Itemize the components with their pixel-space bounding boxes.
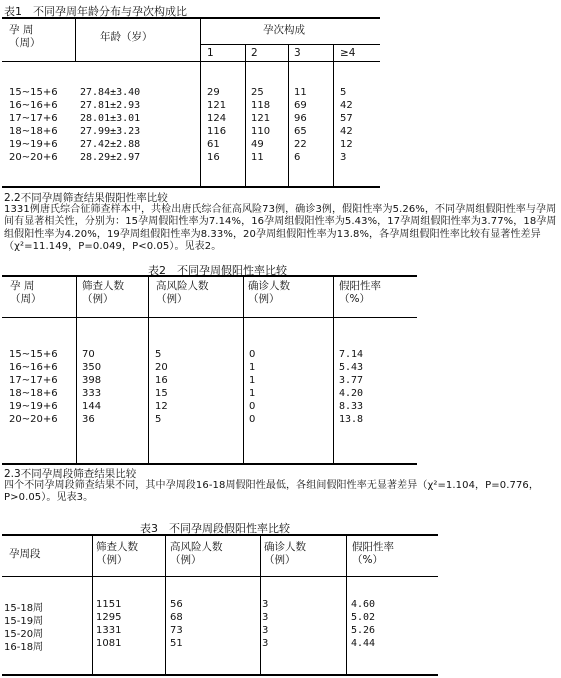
- table2-cell-week: 16~16+6: [9, 362, 58, 373]
- table1-cell-age: 27.84±3.40: [80, 87, 141, 98]
- table1-cell-p2: 110: [251, 126, 271, 137]
- table3-cell-period: 16-18周: [4, 642, 44, 653]
- table3-cell-period: 15-19周: [4, 616, 44, 627]
- section-2-2-heading: 2.2不同孕周筛查结果假阳性率比较: [4, 192, 168, 204]
- table2-cell-confirmed: 1: [249, 362, 256, 373]
- table1-parity-rule: [200, 44, 380, 45]
- table2-header-screened: 筛查人数 （例）: [82, 280, 124, 305]
- table3-cell-screened: 1081: [96, 638, 122, 649]
- table3-cell-confirmed: 3: [262, 625, 269, 636]
- section-2-3-paragraph: 四个不同孕周段筛查结果不同，其中孕周段16-18周假阳性最低，各组间假阳性率无显著差异（χ²=1.104，P=0.776，P>0.05）。见表3。: [4, 480, 539, 504]
- table1-cell-age: 28.29±2.97: [80, 152, 141, 163]
- table3-top-rule: [2, 534, 438, 536]
- section-2-2-paragraph: 1331例唐氏综合征筛查样本中，共检出唐氏综合征高风险73例，确诊3例，假阳性率为5.26%，不同孕周组假阳性率与孕周间有显著相关性，分别为：15孕周假阳性率为7.14%，16孕周组假阳性率为5.43%，17孕周组假阳性率为3.77%，18孕周组假阳性率为4.20%，19孕周组假阳性率为8.33%，20孕周组假阳性率为13.8%，各孕周组假阳性率比较有显著性差异（χ²=11.149，P=0.049，P<0.05）。见表2。: [4, 204, 557, 252]
- table1-cell-p1: 61: [207, 139, 220, 150]
- table1-cell-p2: 11: [251, 152, 264, 163]
- table2-cell-high-risk: 15: [155, 388, 168, 399]
- table1-cell-p2: 118: [251, 100, 271, 111]
- table1-cell-p3: 6: [294, 152, 301, 163]
- table3-header-confirmed: 确诊人数 （例）: [264, 541, 306, 566]
- table2-cell-confirmed: 1: [249, 388, 256, 399]
- section-2-3-heading: 2.3不同孕周段筛查结果比较: [4, 468, 137, 480]
- table2-cell-week: 19~19+6: [9, 401, 58, 412]
- table1-cell-week: 20~20+6: [9, 152, 58, 163]
- table2-col-divider: [333, 276, 334, 463]
- table1-header-age: 年龄（岁）: [100, 31, 153, 43]
- table3-caption: 表3 不同孕周段假阳性率比较: [140, 522, 290, 535]
- table2-cell-confirmed: 1: [249, 375, 256, 386]
- table1-cell-p4: 12: [340, 139, 353, 150]
- table2-bottom-rule: [2, 463, 417, 465]
- table3-cell-confirmed: 3: [262, 599, 269, 610]
- table2-col-divider: [76, 276, 77, 463]
- table3-cell-false-positive: 4.44: [351, 638, 376, 649]
- table1-col-divider: [200, 18, 201, 186]
- table1-col-divider: [245, 45, 246, 186]
- table1-col-divider: [75, 18, 76, 61]
- table2-header-rule: [2, 317, 417, 318]
- table2-header-false-positive: 假阳性率 （%）: [339, 280, 381, 305]
- table1-caption: 表1 不同孕周年龄分布与孕次构成比: [4, 5, 187, 18]
- table2-cell-high-risk: 20: [155, 362, 168, 373]
- table2-cell-week: 18~18+6: [9, 388, 58, 399]
- table1-cell-p4: 3: [340, 152, 347, 163]
- table1-cell-age: 27.81±2.93: [80, 100, 141, 111]
- table1-cell-week: 15~15+6: [9, 87, 58, 98]
- table1-cell-p1: 29: [207, 87, 220, 98]
- table2-cell-screened: 36: [82, 414, 95, 425]
- table1-header-parity-3: 3: [294, 47, 301, 59]
- table3-header-rule: [2, 576, 438, 577]
- table1-cell-p2: 49: [251, 139, 264, 150]
- table2-cell-confirmed: 0: [249, 349, 256, 360]
- table2-cell-false-positive: 7.14: [339, 349, 364, 360]
- table1-cell-age: 28.01±3.01: [80, 113, 141, 124]
- table3-cell-false-positive: 4.60: [351, 599, 376, 610]
- table2-cell-false-positive: 13.8: [339, 414, 364, 425]
- table1-cell-p3: 69: [294, 100, 307, 111]
- table3-cell-screened: 1295: [96, 612, 122, 623]
- table2-cell-false-positive: 4.20: [339, 388, 364, 399]
- table1-cell-p3: 22: [294, 139, 307, 150]
- table1-cell-p1: 116: [207, 126, 227, 137]
- table3-cell-high-risk: 73: [170, 625, 183, 636]
- table2-cell-false-positive: 3.77: [339, 375, 364, 386]
- table1-cell-age: 27.42±2.88: [80, 139, 141, 150]
- table2-cell-high-risk: 16: [155, 375, 168, 386]
- table1-cell-p4: 42: [340, 100, 353, 111]
- table3-cell-false-positive: 5.26: [351, 625, 376, 636]
- table2-cell-screened: 350: [82, 362, 102, 373]
- table3-cell-high-risk: 68: [170, 612, 183, 623]
- table2-cell-week: 20~20+6: [9, 414, 58, 425]
- table3-cell-confirmed: 3: [262, 638, 269, 649]
- table2-cell-screened: 144: [82, 401, 102, 412]
- table3-header-high-risk: 高风险人数 （例）: [170, 541, 223, 566]
- table1-cell-week: 16~16+6: [9, 100, 58, 111]
- table1-cell-p4: 42: [340, 126, 353, 137]
- table1-header-rule: [2, 61, 380, 62]
- table2-cell-confirmed: 0: [249, 401, 256, 412]
- table1-col-divider: [333, 45, 334, 186]
- table3-col-divider: [260, 535, 261, 674]
- table3-header-period: 孕周段: [9, 548, 41, 560]
- table2-cell-false-positive: 8.33: [339, 401, 364, 412]
- table1-cell-week: 19~19+6: [9, 139, 58, 150]
- table1-header-parity-4: ≥4: [340, 47, 356, 59]
- table3-header-screened: 筛查人数 （例）: [96, 541, 138, 566]
- table1-top-rule: [2, 17, 380, 19]
- table2-cell-confirmed: 0: [249, 414, 256, 425]
- table3-cell-screened: 1151: [96, 599, 122, 610]
- table1-cell-age: 27.99±3.23: [80, 126, 141, 137]
- table2-header-week: 孕 周 （周）: [10, 280, 42, 305]
- table2-top-rule: [2, 275, 417, 277]
- table2-header-high-risk: 高风险人数 （例）: [156, 280, 209, 305]
- table1-cell-week: 18~18+6: [9, 126, 58, 137]
- table3-cell-period: 15-18周: [4, 603, 44, 614]
- table1-cell-p1: 121: [207, 100, 227, 111]
- table1-header-parity: 孕次构成: [263, 24, 305, 36]
- table3-col-divider: [165, 535, 166, 674]
- table3-col-divider: [92, 535, 93, 674]
- table3-cell-period: 15-20周: [4, 629, 44, 640]
- table2-cell-screened: 398: [82, 375, 102, 386]
- table3-col-divider: [346, 535, 347, 674]
- table1-cell-p4: 57: [340, 113, 353, 124]
- table2-cell-high-risk: 5: [155, 349, 162, 360]
- table1-col-divider: [288, 45, 289, 186]
- table3-header-false-positive: 假阳性率 （%）: [352, 541, 394, 566]
- table2-cell-false-positive: 5.43: [339, 362, 364, 373]
- table2-cell-screened: 333: [82, 388, 102, 399]
- table1-cell-p1: 124: [207, 113, 227, 124]
- table1-cell-p3: 65: [294, 126, 307, 137]
- table2-cell-week: 17~17+6: [9, 375, 58, 386]
- table2-header-confirmed: 确诊人数 （例）: [248, 280, 290, 305]
- table2-cell-screened: 70: [82, 349, 95, 360]
- table1-cell-p3: 96: [294, 113, 307, 124]
- table1-cell-p2: 25: [251, 87, 264, 98]
- table1-header-parity-1: 1: [207, 47, 214, 59]
- table2-cell-high-risk: 12: [155, 401, 168, 412]
- table2-cell-week: 15~15+6: [9, 349, 58, 360]
- table3-cell-confirmed: 3: [262, 612, 269, 623]
- table3-cell-screened: 1331: [96, 625, 122, 636]
- table1-cell-p2: 121: [251, 113, 271, 124]
- table1-header-week: 孕 周 （周）: [9, 24, 41, 49]
- table1-cell-week: 17~17+6: [9, 113, 58, 124]
- table3-cell-false-positive: 5.02: [351, 612, 376, 623]
- table1-bottom-rule: [2, 186, 380, 188]
- table2-col-divider: [243, 276, 244, 463]
- table2-cell-high-risk: 5: [155, 414, 162, 425]
- table2-caption: 表2 不同孕周假阳性率比较: [148, 264, 287, 277]
- table1-header-parity-2: 2: [251, 47, 258, 59]
- table1-cell-p1: 16: [207, 152, 220, 163]
- table1-cell-p3: 11: [294, 87, 307, 98]
- table3-cell-high-risk: 56: [170, 599, 183, 610]
- table1-cell-p4: 5: [340, 87, 347, 98]
- table2-col-divider: [148, 276, 149, 463]
- table3-cell-high-risk: 51: [170, 638, 183, 649]
- table3-bottom-rule: [2, 674, 438, 676]
